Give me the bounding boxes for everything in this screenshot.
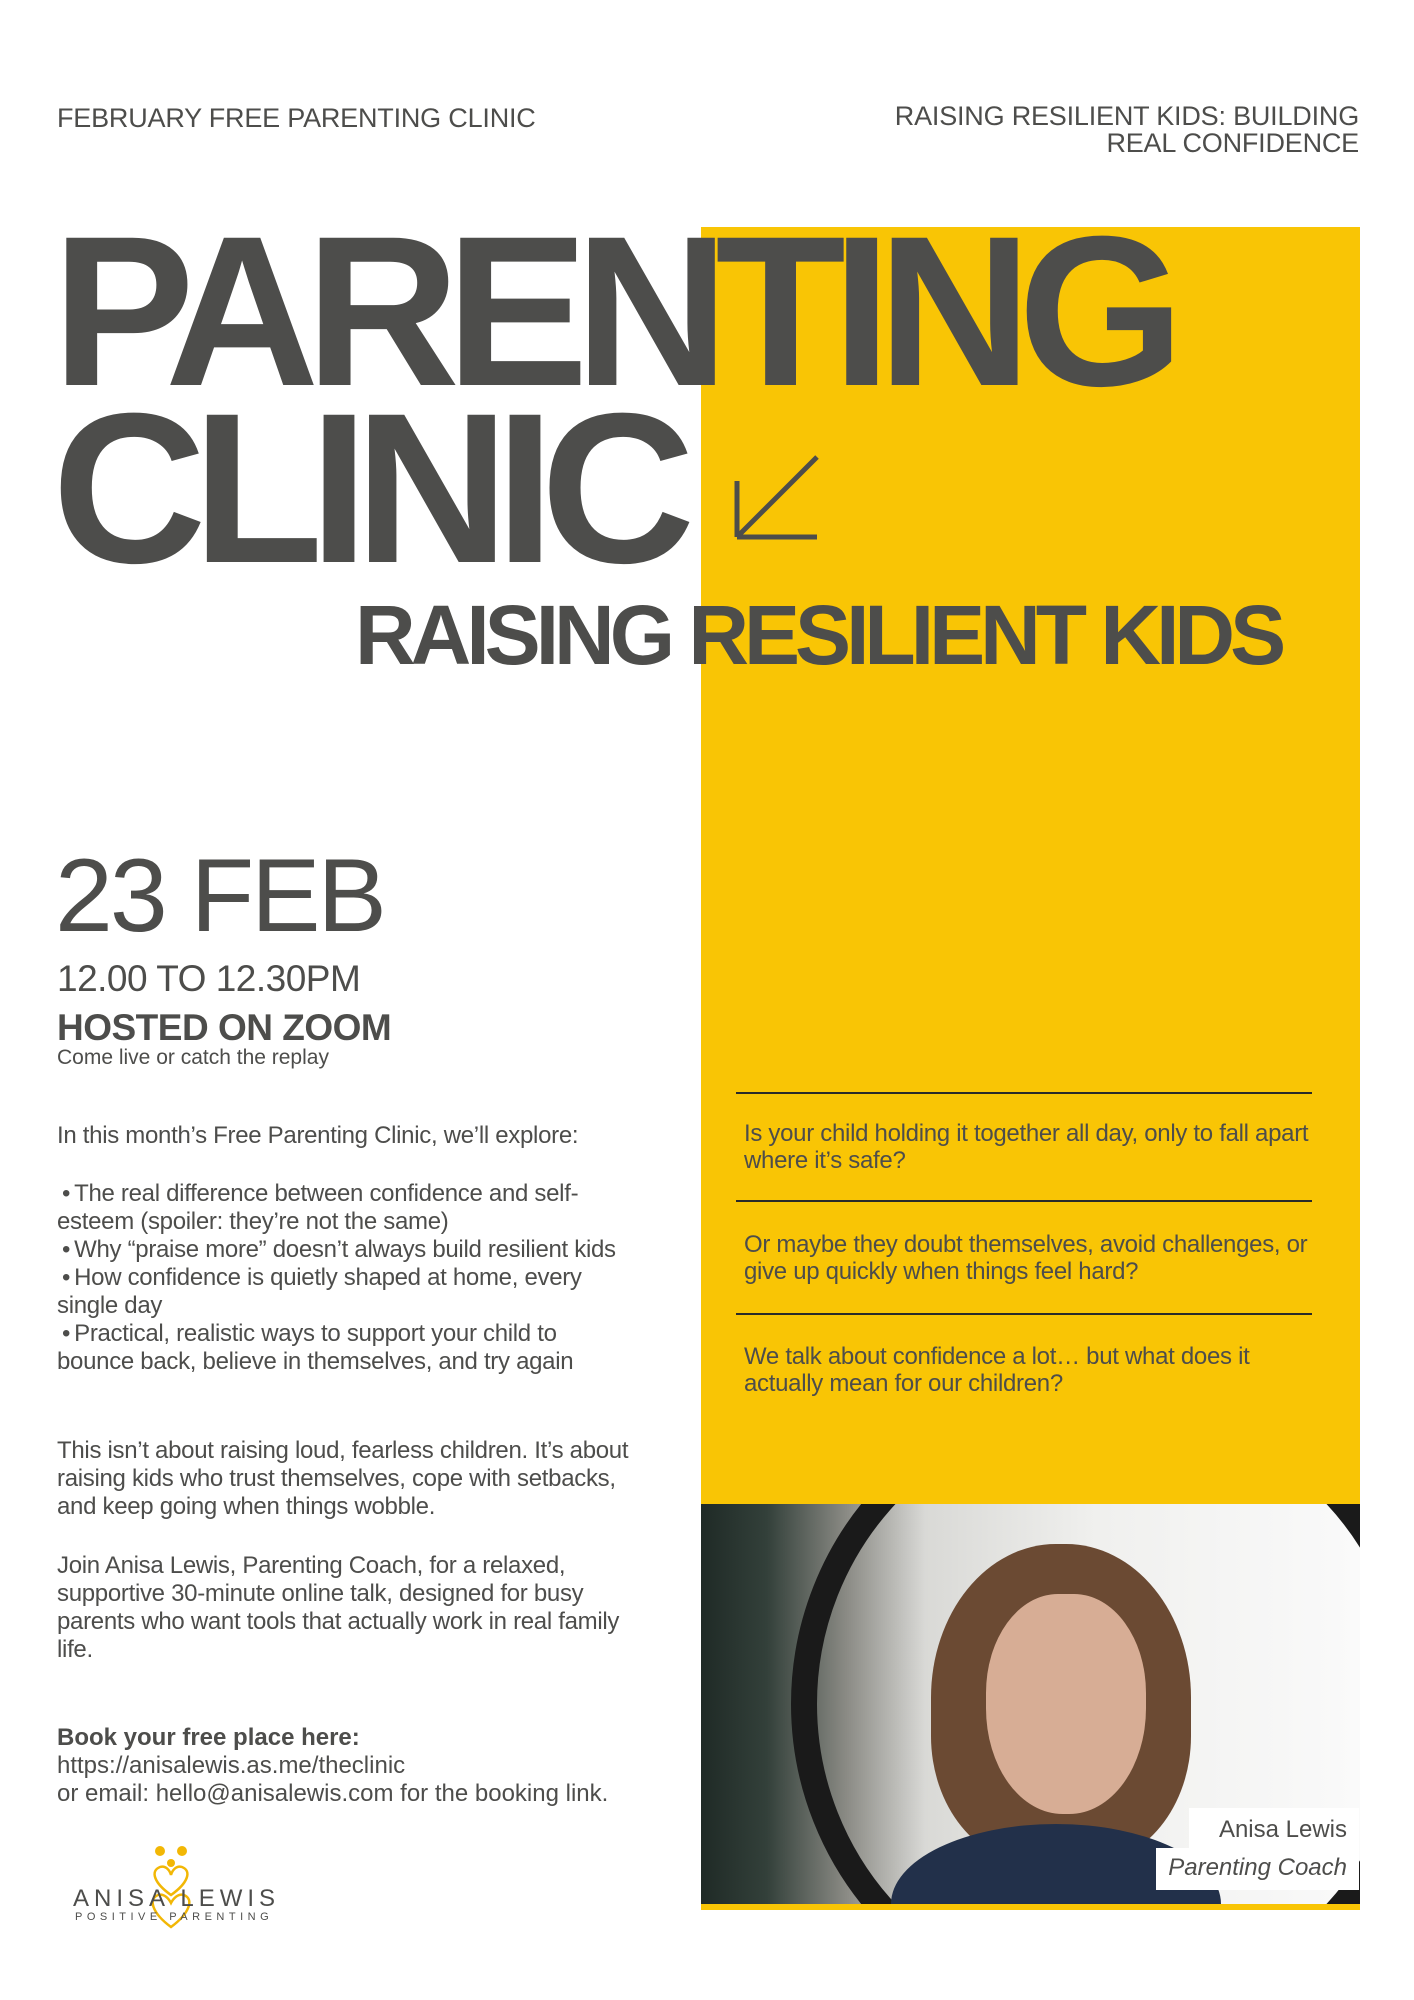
logo-tagline: POSITIVE PARENTING	[75, 1911, 274, 1923]
question-text: Or maybe they doubt themselves, avoid challenges, or give up quickly when things feel hard?	[744, 1231, 1308, 1285]
booking-email[interactable]: or email: hello@anisalewis.com for the booking link.	[57, 1780, 609, 1807]
question-text: We talk about confidence a lot… but what does it actually mean for our children?	[744, 1343, 1250, 1397]
hero-title-line1: PARENTING	[52, 192, 1171, 431]
header-topic-line1: RAISING RESILIENT KIDS: BUILDING	[894, 101, 1359, 131]
divider	[736, 1313, 1312, 1315]
hero-subtitle: RAISING RESILIENT KIDS	[355, 588, 1282, 682]
body-intro: In this month’s Free Parenting Clinic, we’ll explore:	[57, 1122, 579, 1149]
booking-heading: Book your free place here:	[57, 1724, 360, 1751]
divider	[736, 1092, 1312, 1094]
booking-link[interactable]: https://anisalewis.as.me/theclinic	[57, 1752, 406, 1779]
topic-list-item: • Practical, realistic ways to support your child to bounce back, believe in themselves, and try again	[57, 1320, 637, 1376]
event-time: 12.00 TO 12.30PM	[57, 958, 361, 999]
event-platform: HOSTED ON ZOOM	[57, 1007, 392, 1048]
divider	[736, 1200, 1312, 1202]
header-topic-line2: REAL CONFIDENCE	[1106, 128, 1359, 158]
body-paragraph: This isn’t about raising loud, fearless children. It’s about raising kids who trust themselves, cope with setbacks, and keep going when things wobble.	[57, 1437, 629, 1520]
topic-list-item: • The real difference between confidence and self-esteem (spoiler: they’re not the same)	[57, 1180, 637, 1236]
body-paragraph: Join Anisa Lewis, Parenting Coach, for a relaxed, supportive 30-minute online talk, designed for busy parents who want tools that actually work in real family life.	[57, 1552, 620, 1663]
arrow-down-left-icon	[731, 451, 823, 543]
topic-list	[57, 1180, 637, 1376]
event-platform-note: Come live or catch the replay	[57, 1046, 329, 1069]
photo-caption-name: Anisa Lewis	[1189, 1808, 1359, 1850]
header-topic	[799, 103, 1359, 157]
topic-list-item: • Why “praise more” doesn’t always build resilient kids	[57, 1236, 637, 1264]
hero-title-line2: CLINIC	[52, 369, 682, 608]
event-date: 23 FEB	[55, 838, 384, 954]
header-event-label: FEBRUARY FREE PARENTING CLINIC	[57, 103, 536, 133]
photo-caption-role: Parenting Coach	[1156, 1848, 1359, 1890]
question-text: Is your child holding it together all day, only to fall apart where it’s safe?	[744, 1120, 1309, 1174]
topic-list-item: • How confidence is quietly shaped at home, every single day	[57, 1264, 637, 1320]
logo-brand-text: ANISA LEWIS	[73, 1885, 281, 1912]
brand-logo	[70, 1843, 281, 1933]
